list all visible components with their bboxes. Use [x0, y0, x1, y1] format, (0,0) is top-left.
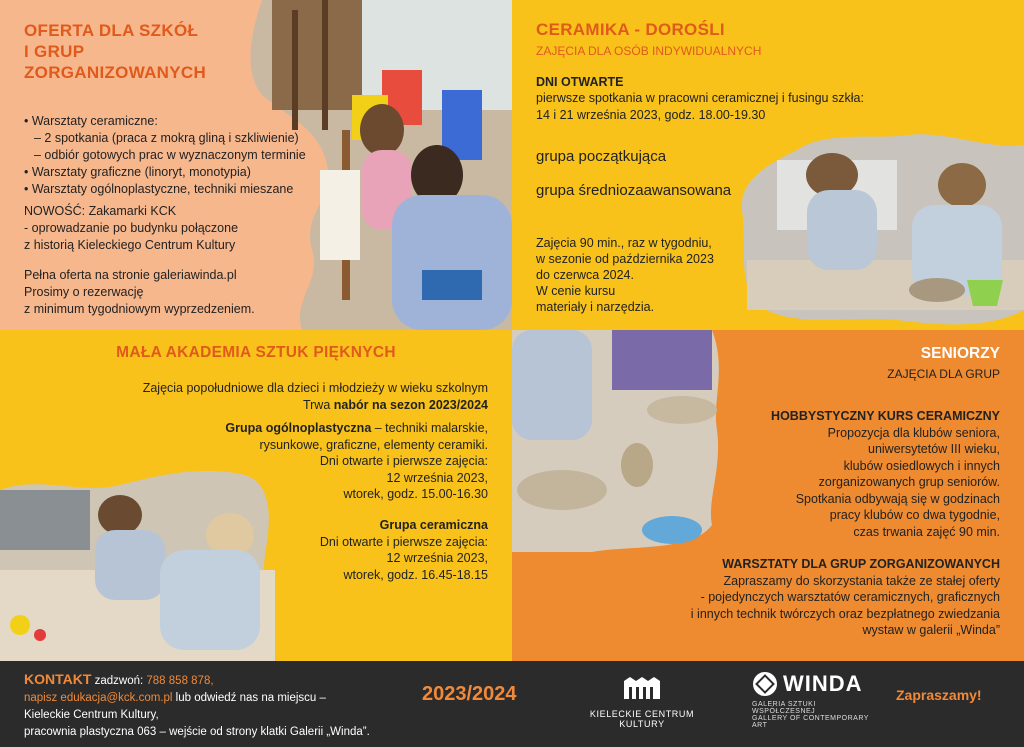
info-line: materiały i narzędzia. [536, 300, 655, 314]
ceramics-adults-section [512, 0, 1024, 330]
info-line: zorganizowanych grup seniorów. [818, 475, 1000, 489]
academy-title: MAŁA AKADEMIA SZTUK PIĘKNYCH [116, 344, 396, 361]
hobby-course [700, 408, 1000, 540]
info-line: Spotkania odbywają się w godzinach [795, 491, 1000, 506]
info-line: 12 września 2023, [386, 551, 488, 565]
bullet-item: • Warsztaty ceramiczne: [24, 114, 158, 128]
info-line: w sezonie od października 2023 [536, 252, 714, 266]
adults-ceramics-photo [737, 130, 1024, 330]
info-line: Zapraszamy do skorzystania także ze stałej oferty [723, 573, 1000, 588]
group-general [158, 420, 488, 503]
group-beginner: grupa początkująca [536, 148, 667, 165]
seniors-section [512, 330, 1024, 661]
info-line: Dni otwarte i pierwsze zajęcia: [319, 534, 488, 549]
schools-title [24, 20, 206, 83]
info-line: z minimum tygodniowym wyprzedzeniem. [24, 302, 255, 316]
bullet-item: – odbiór gotowych prac w wyznaczonym terminie [34, 148, 306, 162]
info-line: do czerwca 2024. [536, 268, 634, 282]
enroll-text: Trwa [302, 397, 334, 412]
info-line: Zajęcia 90 min., raz w tygodniu, [536, 236, 712, 250]
info-line: klubów osiedlowych i innych [843, 458, 1000, 473]
info-line: czas trwania zajęć 90 min. [853, 524, 1000, 539]
seniors-subtitle: ZAJĘCIA DLA GRUP [887, 367, 1000, 381]
info-line: pierwsze spotkania w pracowni ceramicznej i fusingu szkła: [536, 91, 864, 105]
phone-link[interactable]: 788 858 878, [146, 675, 214, 687]
academy-intro [48, 380, 488, 413]
seniors-title: SENIORZY [920, 345, 1000, 362]
info-line: Dni otwarte i pierwsze zajęcia: [319, 454, 488, 468]
address-line: Kieleckie Centrum Kultury, [24, 709, 159, 721]
info-line: pracy klubów co dwa tygodnie, [829, 508, 1000, 522]
group-workshops [560, 556, 1000, 639]
seniors-ceramics-photo [512, 330, 727, 552]
intro-line: Zajęcia popołudniowe dla dzieci i młodzieży w wieku szkolnym [142, 381, 488, 395]
address-line: pracownia plastyczna 063 – wejście od strony klatki Galerii „Winda”. [24, 726, 370, 738]
open-days-title: DNI OTWARTE [536, 75, 624, 89]
visit-text: lub odwiedź nas na miejscu – [172, 692, 326, 704]
seniors-header [887, 345, 1000, 381]
group-general-name: Grupa ogólnoplastyczna [225, 421, 372, 435]
group-ceramic-name: Grupa ceramiczna [379, 518, 488, 532]
contact-label: KONTAKT [24, 671, 92, 687]
info-line: uniwersytetów III wieku, [868, 442, 1000, 456]
bullet-item: – 2 spotkania (praca z mokrą gliną i szkliwienie) [34, 131, 299, 145]
bullet-item: • Warsztaty ogólnoplastyczne, techniki mieszane [24, 182, 294, 196]
hobby-title: HOBBYSTYCZNY KURS CERAMICZNY [771, 409, 1000, 423]
email-link[interactable]: napisz edukacja@kck.com.pl [24, 692, 173, 704]
info-line: W cenie kursu [536, 284, 616, 298]
ceramics-adults-title: CERAMIKA - DOROŚLI [536, 20, 725, 39]
info-line: - oprowadzanie po budynku połączone [24, 221, 239, 235]
info-line: z historią Kieleckiego Centrum Kultury [24, 238, 236, 252]
winda-name: WINDA [783, 671, 863, 696]
new-tour-info [24, 203, 324, 254]
invite-text: Zapraszamy! [896, 687, 982, 703]
info-line: 12 września 2023, [386, 470, 488, 485]
winda-sub: GALLERY OF CONTEMPORARY ART [752, 715, 869, 729]
winda-logo-icon [752, 671, 778, 697]
info-line: wtorek, godz. 15.00-16.30 [343, 487, 488, 501]
info-line: - pojedynczych warsztatów ceramicznych, graficznych [700, 590, 1000, 604]
info-line: Prosimy o rezerwację [24, 285, 144, 299]
course-info [536, 235, 756, 315]
schools-title-line: I GRUP [24, 42, 85, 61]
open-days-info [536, 90, 936, 123]
info-line: wystaw w galerii „Winda” [862, 623, 1000, 637]
winda-logo [752, 671, 872, 729]
info-line: rysunkowe, graficzne, elementy ceramiki. [259, 437, 488, 452]
season-label: 2023/2024 [422, 683, 517, 705]
info-line: Propozycja dla klubów seniora, [827, 425, 1000, 440]
group-general-desc: – techniki malarskie, [371, 421, 488, 435]
footer [0, 661, 1024, 747]
kck-name: KIELECKIE CENTRUM KULTURY [589, 709, 695, 729]
kck-building-icon [618, 675, 666, 701]
schools-title-line: ZORGANIZOWANYCH [24, 63, 207, 82]
academy-section [0, 330, 512, 661]
group-ceramic [228, 517, 488, 583]
schools-section [0, 0, 512, 330]
offer-info [24, 267, 324, 318]
schools-title-line: OFERTA DLA SZKÓŁ [24, 21, 199, 40]
workshops-title: WARSZTATY DLA GRUP ZORGANIZOWANYCH [722, 557, 1000, 571]
info-line: Pełna oferta na stronie galeriawinda.pl [24, 268, 237, 282]
enroll-season: nabór na sezon 2023/2024 [333, 397, 488, 412]
group-intermediate: grupa średniozaawansowana [536, 182, 732, 199]
info-line: NOWOŚĆ: Zakamarki KCK [24, 204, 177, 218]
call-text: zadzwoń: [91, 675, 147, 687]
bullet-item: • Warsztaty graficzne (linoryt, monotypia) [24, 165, 251, 179]
schools-bullets [24, 113, 354, 198]
ceramics-adults-subtitle: ZAJĘCIA DLA OSÓB INDYWIDUALNYCH [536, 44, 762, 58]
info-line: wtorek, godz. 16.45-18.15 [343, 567, 488, 582]
winda-sub: GALERIA SZTUKI WSPÓŁCZESNEJ [752, 701, 816, 715]
info-line: i innych technik twórczych oraz bezpłatnego zwiedzania [690, 606, 1000, 621]
contact-block [24, 671, 404, 741]
kck-logo [572, 675, 712, 729]
info-line: 14 i 21 września 2023, godz. 18.00-19.30 [536, 107, 766, 122]
